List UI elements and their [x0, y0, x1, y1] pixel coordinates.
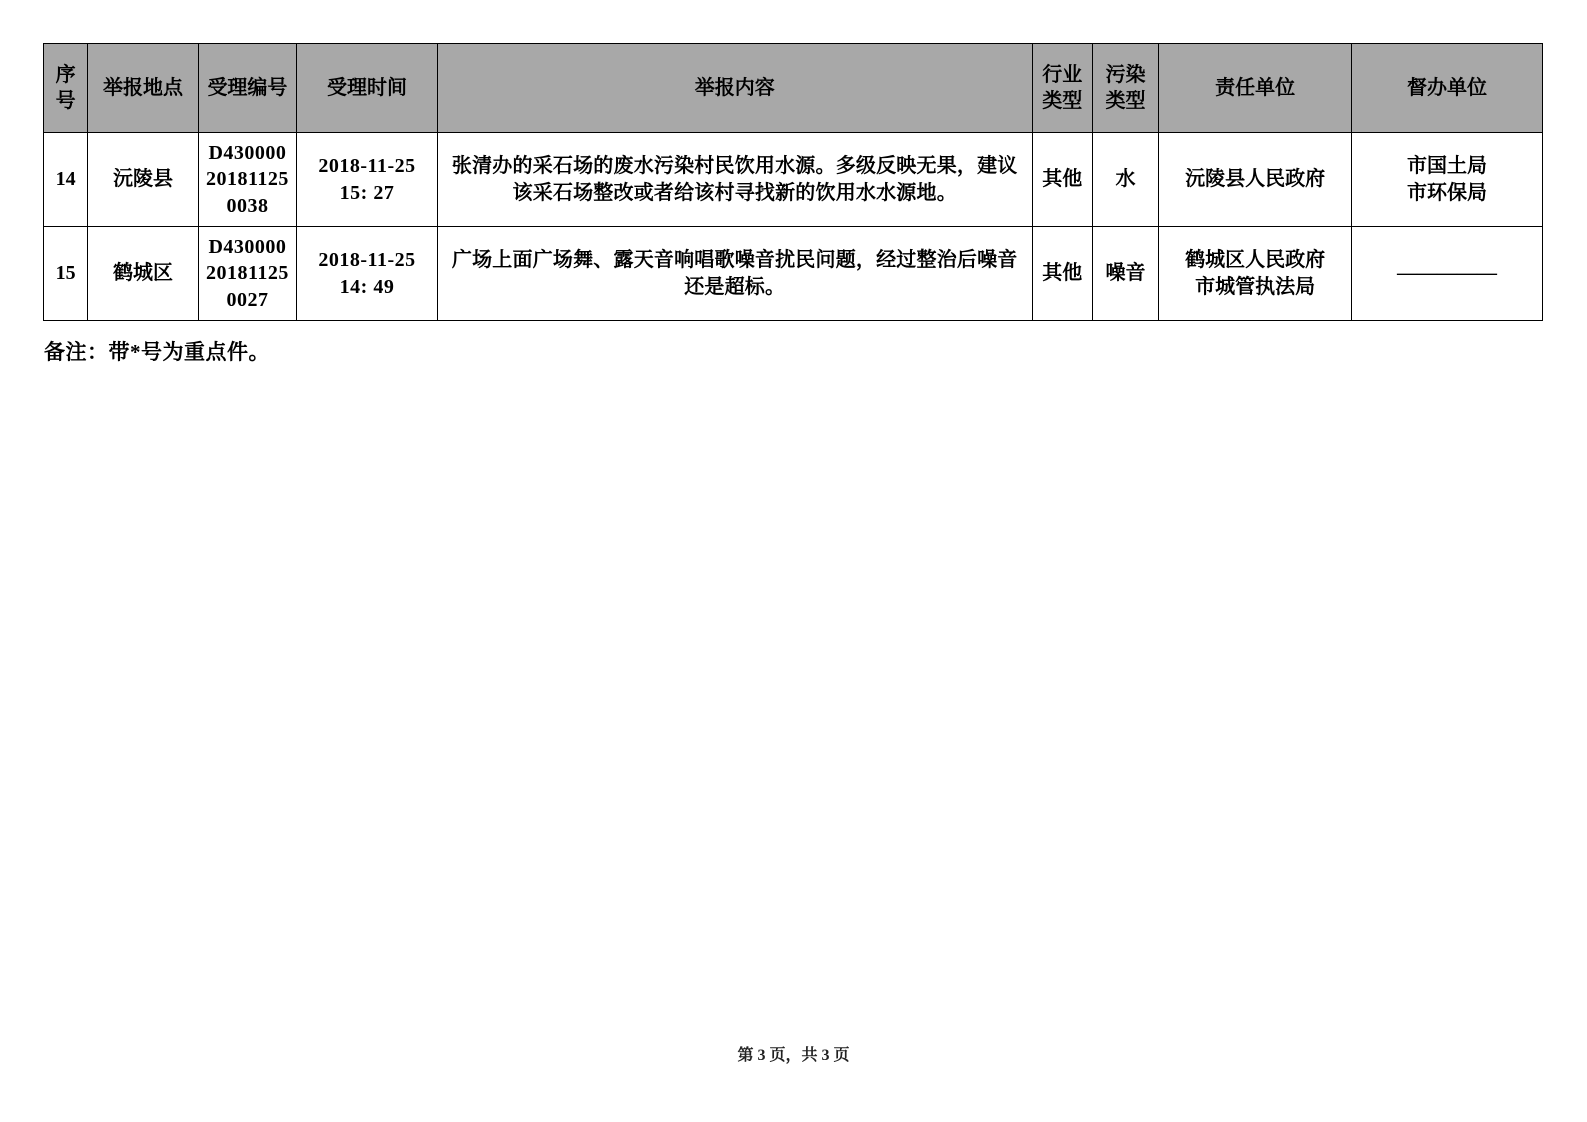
- cell-supervisor: [1352, 133, 1543, 227]
- header-industry-line2: 类型: [1042, 90, 1083, 112]
- cell-content: 广场上面广场舞、露天音响唱歌噪音扰民问题，经过整治后噪音还是超标。: [437, 227, 1032, 321]
- table-body: [44, 133, 1543, 321]
- header-responsible-unit: 责任单位: [1159, 44, 1352, 133]
- table-row: [44, 133, 1543, 227]
- cell-time: [297, 133, 438, 227]
- cell-code: D430000201811250038: [198, 133, 296, 227]
- header-place: 举报地点: [88, 44, 199, 133]
- table-row: [44, 227, 1543, 321]
- header-supervising-unit: 督办单位: [1352, 44, 1543, 133]
- table-header: [44, 44, 1543, 133]
- cell-responsible: [1159, 133, 1352, 227]
- header-row: [44, 44, 1543, 133]
- report-table: [43, 43, 1543, 321]
- remark-note: 备注：带*号为重点件。: [44, 340, 270, 364]
- header-industry-line1: 行业: [1042, 63, 1083, 86]
- header-content: 举报内容: [437, 44, 1032, 133]
- cell-supervisor-line2: 市环保局: [1407, 181, 1488, 204]
- header-pollution-line2: 类型: [1105, 90, 1146, 112]
- cell-time: [297, 227, 438, 321]
- cell-place: 沅陵县: [88, 133, 199, 227]
- cell-responsible-line1: 鹤城区人民政府: [1185, 249, 1326, 272]
- cell-responsible: [1159, 227, 1352, 321]
- cell-code: D430000201811250027: [198, 227, 296, 321]
- header-seq-line1: 序: [55, 63, 76, 86]
- header-seq-line2: 号: [55, 90, 76, 112]
- header-time: 受理时间: [297, 44, 438, 133]
- cell-place: 鹤城区: [88, 227, 199, 321]
- page-footer: 第 3 页，共 3 页: [737, 1047, 850, 1064]
- cell-pollution: 噪音: [1092, 227, 1158, 321]
- header-code: 受理编号: [198, 44, 296, 133]
- cell-seq: 15: [44, 227, 88, 321]
- cell-time-date: 2018-11-25: [318, 249, 416, 272]
- cell-time-date: 2018-11-25: [318, 155, 416, 178]
- cell-responsible-line2: 市城管执法局: [1195, 275, 1316, 298]
- header-seq: [44, 44, 88, 133]
- cell-responsible-line1: 沅陵县人民政府: [1185, 168, 1326, 191]
- cell-supervisor: [1352, 227, 1543, 321]
- header-pollution-type: [1092, 44, 1158, 133]
- cell-time-clock: 14: 49: [339, 275, 395, 298]
- cell-pollution: 水: [1092, 133, 1158, 227]
- cell-content: 张清办的采石场的废水污染村民饮用水源。多级反映无果，建议该采石场整改或者给该村寻找新的饮用水水源地。: [437, 133, 1032, 227]
- header-pollution-line1: 污染: [1105, 63, 1146, 86]
- cell-supervisor-line1: 市国土局: [1407, 155, 1488, 178]
- cell-seq: 14: [44, 133, 88, 227]
- cell-time-clock: 15: 27: [339, 181, 395, 204]
- cell-industry: 其他: [1032, 133, 1092, 227]
- cell-supervisor-line1: —————: [1397, 262, 1498, 285]
- header-industry-type: [1032, 44, 1092, 133]
- cell-industry: 其他: [1032, 227, 1092, 321]
